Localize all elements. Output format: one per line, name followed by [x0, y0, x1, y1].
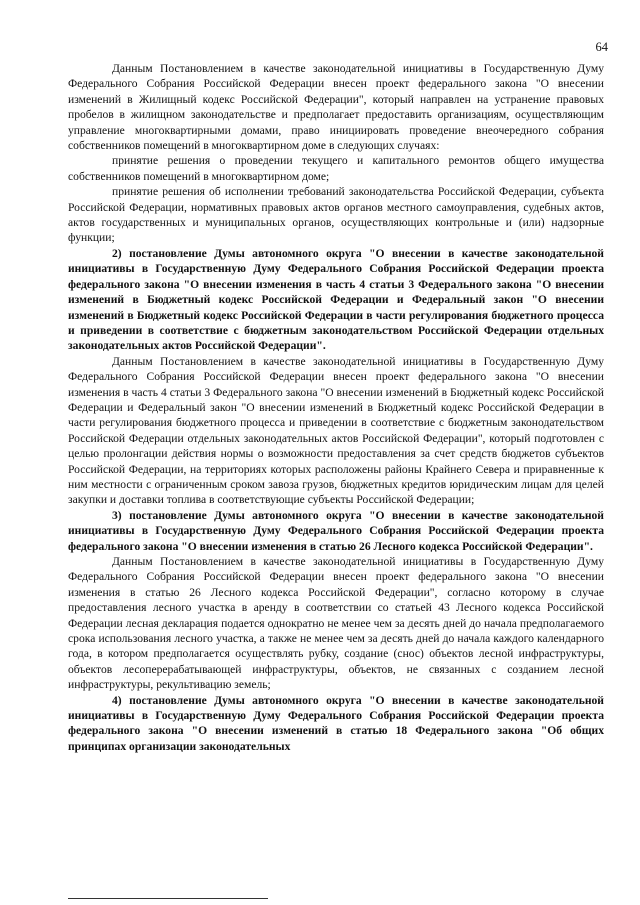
- page-number: 64: [595, 40, 608, 54]
- item-4-heading: 4) постановление Думы автономного округа "О внесении в качестве законодательной инициативы в Государственную Думу Федерального Собрания Российской Федерации проекта федерального закона "О внесении изменений в статью 18 Федерального закона "Об общих принципах организации законодательных: [68, 693, 604, 753]
- body-text: [68, 61, 604, 754]
- item-2-heading: 2) постановление Думы автономного округа "О внесении в качестве законодательной инициативы в Государственную Думу Федерального Собрания Российской Федерации проекта федерального закона "О внесении изменения в часть 4 статьи 3 Федерального закона "О внесении изменений в Бюджетный кодекс Российской Федерации и Федеральный закон "О внесении изменений в Бюджетный кодекс Российской Федерации в части регулирования бюджетного процесса и приведении в соответствие с бюджетным законодательством Российской Федерации отдельных законодательных актов Российской Федерации".: [68, 246, 604, 353]
- paragraph-5: Данным Постановлением в качестве законодательной инициативы в Государственную Думу Федерального Собрания Российской Федерации внесен проект федерального закона "О внесении изменения в часть 4 статьи 3 Федерального закона "О внесении изменений в Бюджетный кодекс Российской Федерации и Федеральный закон "О внесении изменений в Бюджетный кодекс Российской Федерации в части регулирования бюджетного процесса и приведении в соответствие с бюджетным законодательством Российской Федерации отдельных законодательных актов Российской Федерации", который подготовлен с целью пролонгации действия нормы о возможности предоставления за счет средств бюджетов субъектов Российской Федерации, на территориях которых расположены районы Крайнего Севера и приравненные к ним местности с ограниченным сроком завоза грузов, бюджетных кредитов юридическим лицам для целей закупки и доставки топлива в соответствующие субъекты Российской Федерации;: [68, 354, 604, 507]
- paragraph-3: принятие решения об исполнении требований законодательства Российской Федерации, субъекта Российской Федерации, нормативных правовых актов органов местного самоуправления, судебных актов, актов государственных и муниципальных органов, осуществляющих контрольные и (или) надзорные функции;: [68, 185, 604, 245]
- footnote-separator: [68, 898, 268, 899]
- paragraph-2: принятие решения о проведении текущего и капитального ремонтов общего имущества собственников помещений в многоквартирном доме;: [68, 154, 604, 183]
- paragraph-7: Данным Постановлением в качестве законодательной инициативы в Государственную Думу Федерального Собрания Российской Федерации внесен проект федерального закона "О внесении изменения в статью 26 Лесного кодекса Российской Федерации", согласно которому в случае предоставления лесного участка в аренду в соответствии со статьей 43 Лесного кодекса Российской Федерации лесная декларация подается однократно не менее чем за десять дней до начала предполагаемого срока использования лесного участка, а также не менее чем за десять дней до начала каждого календарного года, в котором предполагается осуществлять рубку, создание (снос) объектов лесной инфраструктуры, объектов лесоперерабатывающей инфраструктуры, объектов, не связанных с созданием лесной инфраструктуры, рекультивацию земель;: [68, 555, 604, 692]
- paragraph-1: Данным Постановлением в качестве законодательной инициативы в Государственную Думу Федерального Собрания Российской Федерации внесен проект федерального закона "О внесении изменений в Жилищный кодекс Российской Федерации", который направлен на устранение правовых пробелов в жилищном законодательстве и предполагает предоставить организациям, осуществляющим управление многоквартирными домами, право инициировать проведение внеочередного собрания собственников помещений в многоквартирном доме в следующих случаях:: [68, 62, 604, 153]
- item-3-heading: 3) постановление Думы автономного округа "О внесении в качестве законодательной инициативы в Государственную Думу Федерального Собрания Российской Федерации проекта федерального закона "О внесении изменения в статью 26 Лесного кодекса Российской Федерации".: [68, 508, 604, 553]
